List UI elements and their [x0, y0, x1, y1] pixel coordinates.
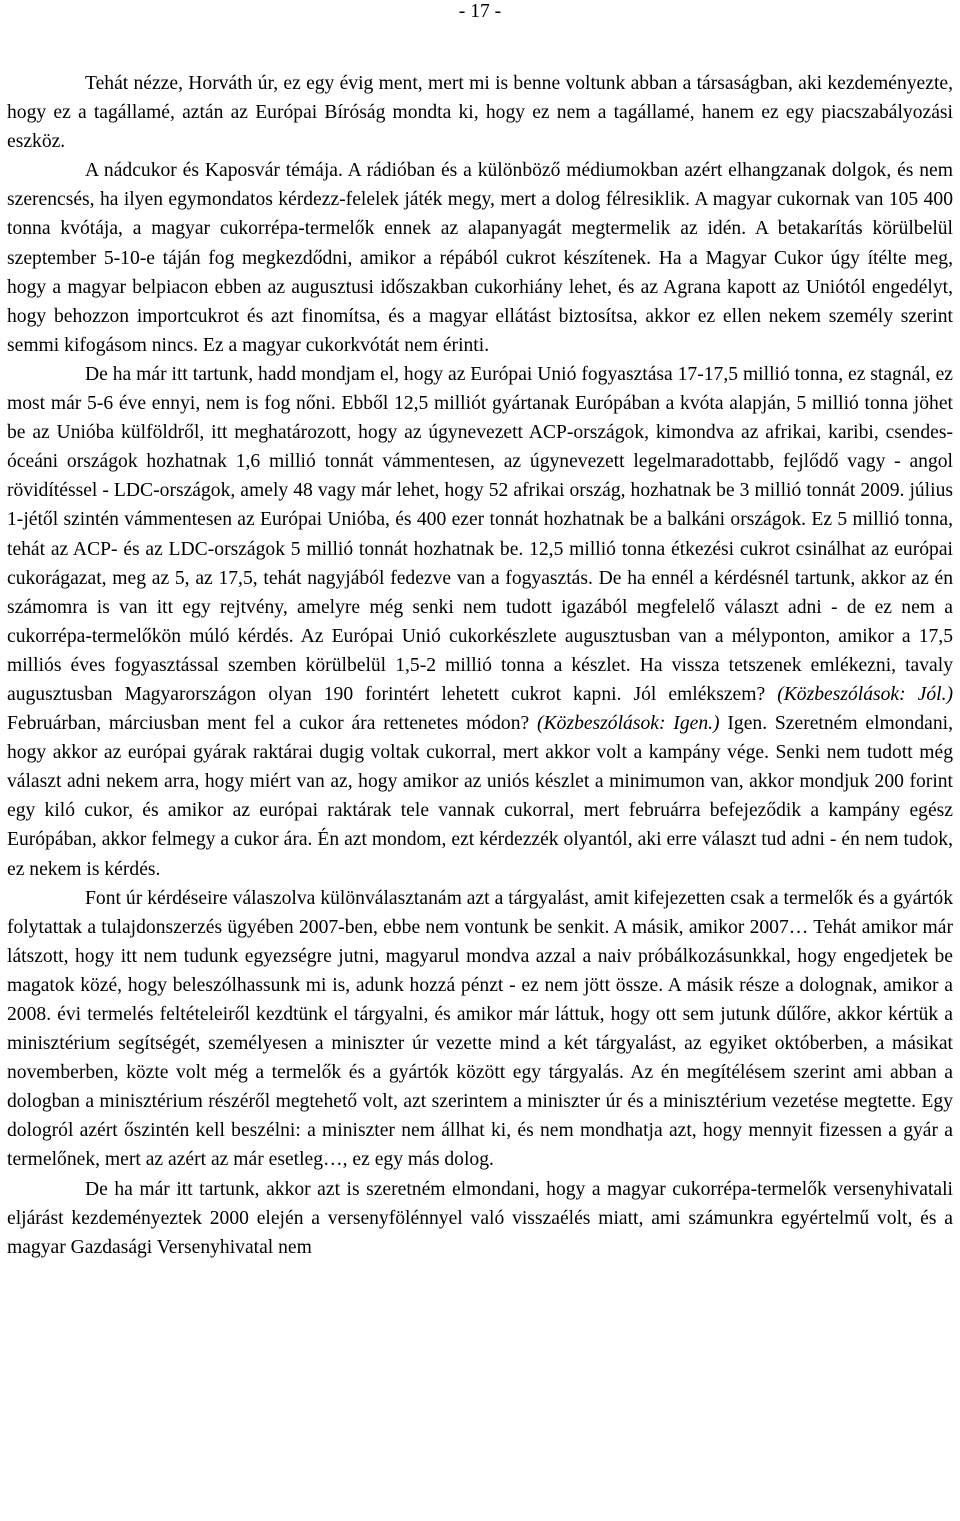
interjection-1: (Közbeszólások: Jól.): [777, 683, 953, 705]
document-body: [7, 69, 953, 1262]
paragraph-4-text: Font úr kérdéseire válaszolva különválasztanám azt a tárgyalást, amit kifejezetten csak a termelők és a gyártók folytattak a tulajdonszerzés ügyében 2007-ben, ebbe nem vontunk be senkit. A másik, amikor 2007… Tehát amikor már látszott, hogy itt nem tudunk egyezségre jutni, magyarul mondva azzal a naiv próbálkozásunkkal, hogy engedjetek be magatok közé, hogy beleszólhassunk mi is, adunk hozzá pénzt - ez nem jött össze. A másik része a dolognak, amikor a 2008. évi termelés feltételeiről kezdtünk el tárgyalni, és amikor már láttuk, hogy ott sem jutunk dűlőre, akkor kértük a minisztérium segítségét, személyesen a miniszter úr vezette mind a két tárgyalást, az egyiket októberben, a másikat novemberben, közte volt még a termelők és a gyártók között egy tárgyalás. Az én megítélésem szerint ami abban a dologban a minisztérium részéről megtehető volt, azt szerintem a miniszter úr és a minisztérium vezetése megtette. Egy dologról azért őszintén kell beszélni: a miniszter nem állhat ki, és nem mondhatja azt, hogy mennyit fizessen a gyár a termelőnek, mert az azért az már esetleg…, ez egy más dolog.: [7, 887, 953, 1171]
paragraph-3: [7, 360, 953, 884]
paragraph-4: [7, 884, 953, 1175]
page-number-text: - 17 -: [458, 1, 502, 22]
paragraph-1: [7, 69, 953, 156]
paragraph-2-text: A nádcukor és Kaposvár témája. A rádióban és a különböző médiumokban azért elhangzanak dolgok, és nem szerencsés, ha ilyen egymondatos kérdezz-felelek játék megy, mert a dolog félresiklik. A magyar cukornak van 105 400 tonna kvótája, a magyar cukorrépa-termelők ennek az alapanyagát megtermelik az idén. A betakarítás körülbelül szeptember 5-10-e táján fog megkezdődni, amikor a répából cukrot készítenek. Ha a Magyar Cukor úgy ítélte meg, hogy a magyar belpiacon ebben az augusztusi időszakban cukorhiány lehet, és az Agrana kapott az Uniótól engedélyt, hogy behozzon importcukrot és azt finomítsa, és a magyar ellátást biztosítsa, akkor ez ellen nekem személy szerint semmi kifogásom nincs. Ez a magyar cukorkvótát nem érinti.: [7, 160, 953, 356]
paragraph-2: [7, 156, 953, 360]
paragraph-3-text-b: Februárban, márciusban ment fel a cukor ára rettenetes módon?: [7, 713, 530, 735]
paragraph-3-text-a: De ha már itt tartunk, hadd mondjam el, hogy az Európai Unió fogyasztása 17-17,5 millió tonna, ez stagnál, ez most már 5-6 éve ennyi, nem is fog nőni. Ebből 12,5 milliót gyártanak Európában a kvóta alapján, 5 millió tonna jöhet be az Unióba külföldről, itt meghatározott, hogy az úgynevezett ACP-országok, kimondva az afrikai, karibi, csendes-óceáni országok hozhatnak 1,6 millió tonnát vámmentesen, az úgynevezett legelmaradottabb, fejlődő vagy - angol rövidítéssel - LDC-országok, amely 48 vagy már lehet, hogy 52 afrikai ország, hozhatnak be 3 millió tonnát 2009. július 1-jétől szintén vámmentesen az Európai Unióba, és 400 ezer tonnát hozhatnak be a balkáni országok. Ez 5 millió tonna, tehát az ACP- és az LDC-országok 5 millió tonnát hozhatnak be. 12,5 millió tonna étkezési cukrot csinálhat az európai cukorágazat, meg az 5, az 17,5, tehát nagyjából fedezve van a fogyasztás. De ha ennél a kérdésnél tartunk, akkor az én számomra is van itt egy rejtvény, amelyre még senki nem tudott igazából megfelelő választ adni - de ez nem a cukorrépa-termelőkön múló kérdés. Az Európai Unió cukorkészlete augusztusban van a mélyponton, amikor a 17,5 milliós éves fogyasztással szemben körülbelül 1,5-2 millió tonna a készlet. Ha vissza tetszenek emlékezni, tavaly augusztusban Magyarországon olyan 190 forintért lehetett cukrot kapni. Jól emlékszem?: [7, 363, 953, 705]
page-number: [7, 0, 953, 24]
document-page: [7, 0, 953, 1521]
interjection-2: (Közbeszólások: Igen.): [537, 713, 720, 735]
paragraph-5: [7, 1175, 953, 1262]
paragraph-3-text-c: Igen. Szeretném elmondani, hogy akkor az európai gyárak raktárai dugig voltak cukorral, mert akkor volt a kampány vége. Senki nem tudott még választ adni nekem arra, hogy miért van az, hogy amikor az uniós készlet a minimumon van, akkor mondjuk 200 forint egy kiló cukor, és amikor az európai raktárak tele vannak cukorral, mert februárra befejeződik a kampány egész Európában, akkor felmegy a cukor ára. Én azt mondom, ezt kérdezzék olyantól, aki erre választ tud adni - én nem tudok, ez nekem is kérdés.: [7, 713, 954, 880]
paragraph-5-text: De ha már itt tartunk, akkor azt is szeretném elmondani, hogy a magyar cukorrépa-termelők versenyhivatali eljárást kezdeményeztek 2000 elején a versenyfölénnyel való visszaélés miatt, ami számunkra egyértelmű volt, és a magyar Gazdasági Versenyhivatal nem: [7, 1178, 953, 1258]
paragraph-1-text: Tehát nézze, Horváth úr, ez egy évig ment, mert mi is benne voltunk abban a társaságban, aki kezdeményezte, hogy ez a tagállamé, aztán az Európai Bíróság mondta ki, hogy ez nem a tagállamé, hanem ez egy piacszabályozási eszköz.: [7, 73, 953, 153]
